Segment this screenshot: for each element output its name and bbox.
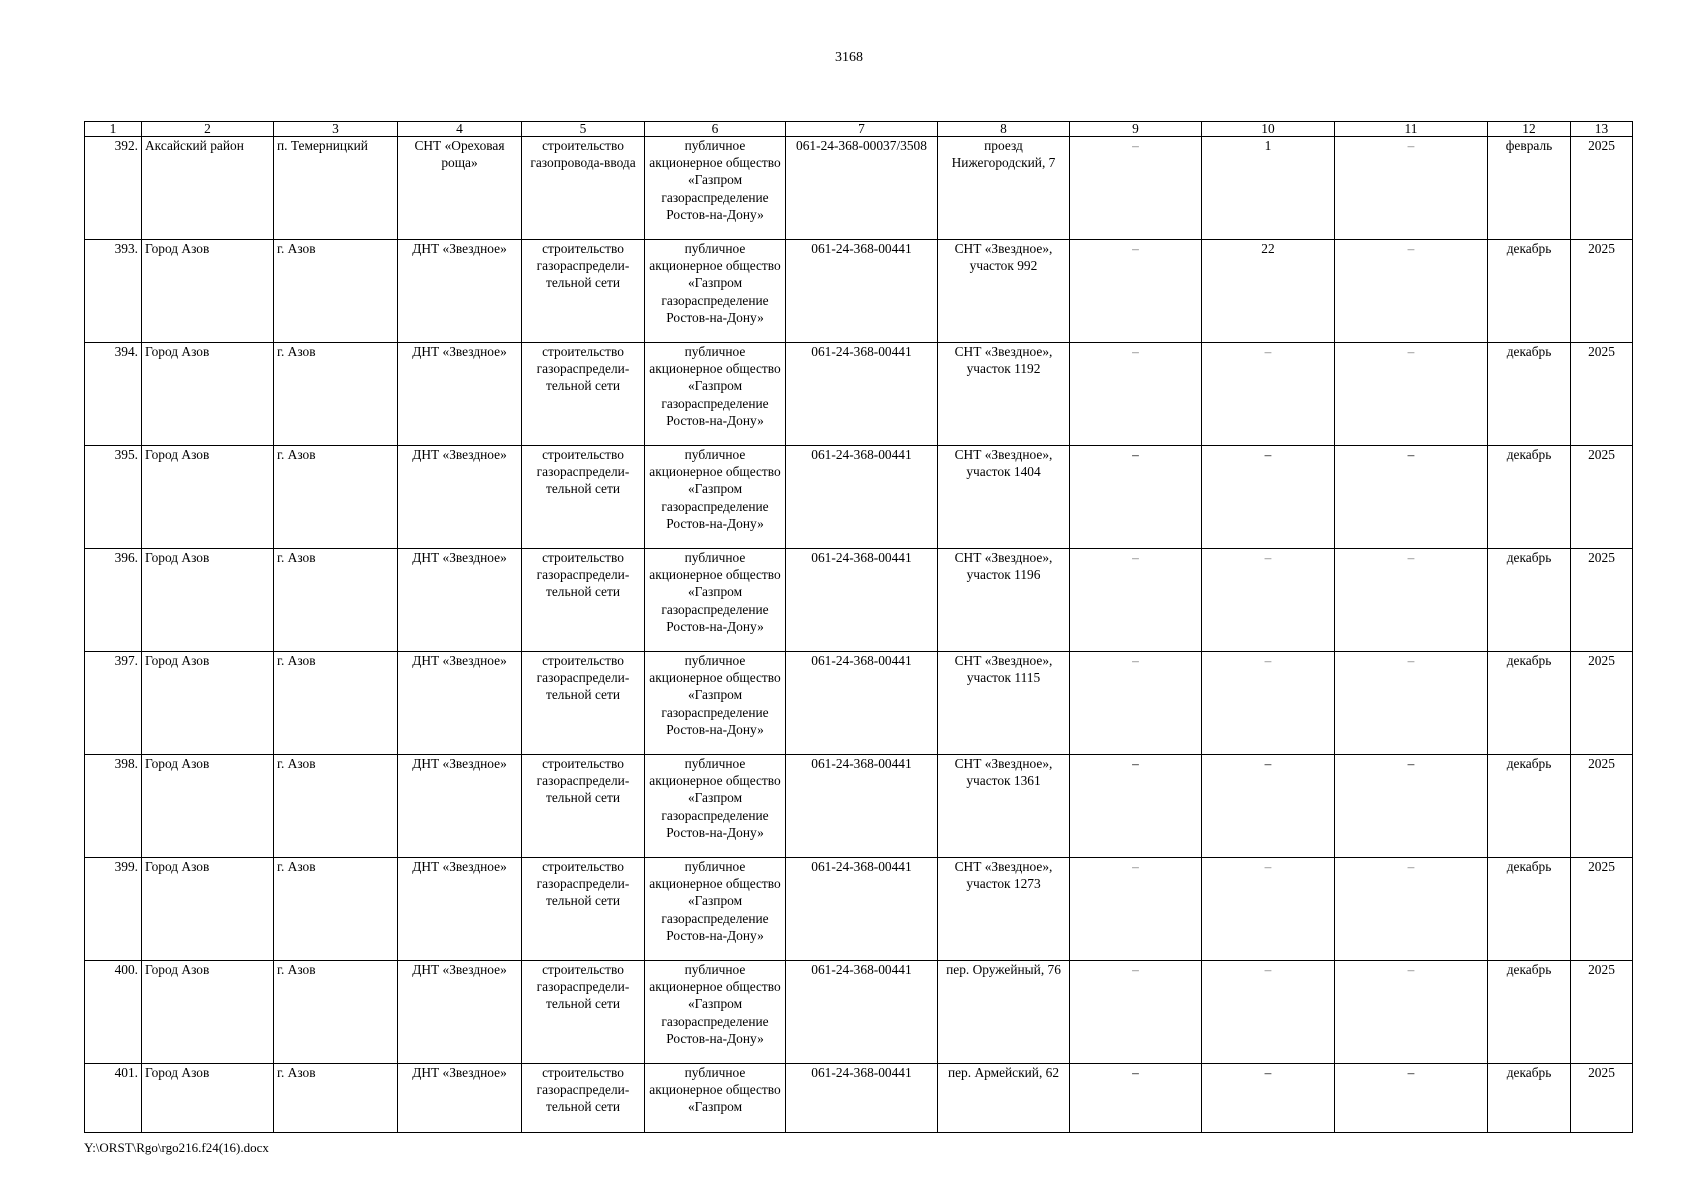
- column-9-cell: –: [1070, 240, 1202, 343]
- column-header: 5: [522, 122, 645, 137]
- object-cell: ДНТ «Звездное»: [398, 240, 522, 343]
- address-cell: СНТ «Звездное», участок 1115: [938, 652, 1070, 755]
- year-cell: 2025: [1571, 755, 1633, 858]
- row-number: 398.: [85, 755, 142, 858]
- district-cell: Город Азов: [142, 446, 274, 549]
- year-cell: 2025: [1571, 343, 1633, 446]
- column-header: 13: [1571, 122, 1633, 137]
- object-cell: ДНТ «Звездное»: [398, 961, 522, 1064]
- table-row: [85, 961, 1633, 1064]
- column-9-cell: –: [1070, 652, 1202, 755]
- column-9-cell: –: [1070, 1064, 1202, 1133]
- month-cell: декабрь: [1488, 343, 1571, 446]
- address-cell: СНТ «Звездное», участок 1404: [938, 446, 1070, 549]
- locality-cell: п. Темерницкий: [274, 137, 398, 240]
- organization-cell: публичное акционерное общество «Газпром: [645, 1064, 786, 1133]
- year-cell: 2025: [1571, 652, 1633, 755]
- month-cell: декабрь: [1488, 1064, 1571, 1133]
- code-cell: 061-24-368-00441: [786, 240, 938, 343]
- table-row: [85, 446, 1633, 549]
- row-number: 395.: [85, 446, 142, 549]
- district-cell: Город Азов: [142, 343, 274, 446]
- year-cell: 2025: [1571, 961, 1633, 1064]
- work-type-cell: строительство газораспределительной сети: [522, 549, 645, 652]
- object-cell: ДНТ «Звездное»: [398, 1064, 522, 1133]
- work-type-cell: строительство газораспределительной сети: [522, 1064, 645, 1133]
- locality-cell: г. Азов: [274, 755, 398, 858]
- column-9-cell: –: [1070, 343, 1202, 446]
- object-cell: ДНТ «Звездное»: [398, 755, 522, 858]
- code-cell: 061-24-368-00441: [786, 343, 938, 446]
- column-9-cell: –: [1070, 755, 1202, 858]
- row-number: 401.: [85, 1064, 142, 1133]
- column-header: 3: [274, 122, 398, 137]
- table-row: [85, 1064, 1633, 1133]
- object-cell: ДНТ «Звездное»: [398, 549, 522, 652]
- table-row: [85, 549, 1633, 652]
- organization-cell: публичное акционерное общество «Газпром газораспределение Ростов-на-Дону»: [645, 858, 786, 961]
- column-10-cell: 22: [1202, 240, 1335, 343]
- column-10-cell: 1: [1202, 137, 1335, 240]
- object-cell: СНТ «Ореховая роща»: [398, 137, 522, 240]
- address-cell: проезд Нижегородский, 7: [938, 137, 1070, 240]
- column-10-cell: –: [1202, 961, 1335, 1064]
- column-9-cell: –: [1070, 961, 1202, 1064]
- row-number: 396.: [85, 549, 142, 652]
- locality-cell: г. Азов: [274, 1064, 398, 1133]
- registry-table: [84, 121, 1633, 1133]
- column-11-cell: –: [1335, 961, 1488, 1064]
- month-cell: декабрь: [1488, 549, 1571, 652]
- object-cell: ДНТ «Звездное»: [398, 652, 522, 755]
- organization-cell: публичное акционерное общество «Газпром газораспределение Ростов-на-Дону»: [645, 137, 786, 240]
- month-cell: декабрь: [1488, 446, 1571, 549]
- column-10-cell: –: [1202, 652, 1335, 755]
- locality-cell: г. Азов: [274, 549, 398, 652]
- row-number: 393.: [85, 240, 142, 343]
- column-header: 12: [1488, 122, 1571, 137]
- month-cell: декабрь: [1488, 755, 1571, 858]
- column-9-cell: –: [1070, 137, 1202, 240]
- month-cell: декабрь: [1488, 858, 1571, 961]
- organization-cell: публичное акционерное общество «Газпром газораспределение Ростов-на-Дону»: [645, 652, 786, 755]
- work-type-cell: строительство газораспределительной сети: [522, 755, 645, 858]
- year-cell: 2025: [1571, 1064, 1633, 1133]
- code-cell: 061-24-368-00441: [786, 446, 938, 549]
- table-row: [85, 755, 1633, 858]
- code-cell: 061-24-368-00441: [786, 652, 938, 755]
- column-11-cell: –: [1335, 858, 1488, 961]
- organization-cell: публичное акционерное общество «Газпром газораспределение Ростов-на-Дону»: [645, 755, 786, 858]
- column-9-cell: –: [1070, 549, 1202, 652]
- work-type-cell: строительство газораспределительной сети: [522, 446, 645, 549]
- work-type-cell: строительство газораспределительной сети: [522, 343, 645, 446]
- locality-cell: г. Азов: [274, 961, 398, 1064]
- address-cell: СНТ «Звездное», участок 1192: [938, 343, 1070, 446]
- organization-cell: публичное акционерное общество «Газпром газораспределение Ростов-на-Дону»: [645, 446, 786, 549]
- locality-cell: г. Азов: [274, 652, 398, 755]
- column-header: 1: [85, 122, 142, 137]
- code-cell: 061-24-368-00441: [786, 961, 938, 1064]
- document-file-path: Y:\ORST\Rgo\rgo216.f24(16).docx: [84, 1140, 269, 1155]
- work-type-cell: строительство газораспределительной сети: [522, 240, 645, 343]
- row-number: 400.: [85, 961, 142, 1064]
- column-header: 7: [786, 122, 938, 137]
- month-cell: февраль: [1488, 137, 1571, 240]
- column-10-cell: –: [1202, 1064, 1335, 1133]
- work-type-cell: строительство газораспределительной сети: [522, 858, 645, 961]
- organization-cell: публичное акционерное общество «Газпром газораспределение Ростов-на-Дону»: [645, 961, 786, 1064]
- column-11-cell: –: [1335, 549, 1488, 652]
- month-cell: декабрь: [1488, 961, 1571, 1064]
- year-cell: 2025: [1571, 549, 1633, 652]
- object-cell: ДНТ «Звездное»: [398, 858, 522, 961]
- locality-cell: г. Азов: [274, 858, 398, 961]
- address-cell: СНТ «Звездное», участок 1273: [938, 858, 1070, 961]
- year-cell: 2025: [1571, 240, 1633, 343]
- organization-cell: публичное акционерное общество «Газпром газораспределение Ростов-на-Дону»: [645, 549, 786, 652]
- column-9-cell: –: [1070, 858, 1202, 961]
- work-type-cell: строительство газораспределительной сети: [522, 652, 645, 755]
- table-row: [85, 858, 1633, 961]
- row-number: 394.: [85, 343, 142, 446]
- work-type-cell: строительство газопровода-ввода: [522, 137, 645, 240]
- column-header: 8: [938, 122, 1070, 137]
- district-cell: Город Азов: [142, 549, 274, 652]
- table-row: [85, 137, 1633, 240]
- year-cell: 2025: [1571, 858, 1633, 961]
- column-10-cell: –: [1202, 343, 1335, 446]
- year-cell: 2025: [1571, 137, 1633, 240]
- column-11-cell: –: [1335, 240, 1488, 343]
- registry-table-container: [84, 121, 1632, 1133]
- page-number: 3168: [835, 50, 863, 65]
- organization-cell: публичное акционерное общество «Газпром газораспределение Ростов-на-Дону»: [645, 343, 786, 446]
- address-cell: СНТ «Звездное», участок 1196: [938, 549, 1070, 652]
- table-row: [85, 240, 1633, 343]
- code-cell: 061-24-368-00441: [786, 755, 938, 858]
- column-11-cell: –: [1335, 1064, 1488, 1133]
- column-header: 2: [142, 122, 274, 137]
- organization-cell: публичное акционерное общество «Газпром газораспределение Ростов-на-Дону»: [645, 240, 786, 343]
- column-11-cell: –: [1335, 343, 1488, 446]
- code-cell: 061-24-368-00441: [786, 858, 938, 961]
- district-cell: Город Азов: [142, 961, 274, 1064]
- district-cell: Аксайский район: [142, 137, 274, 240]
- district-cell: Город Азов: [142, 652, 274, 755]
- column-10-cell: –: [1202, 858, 1335, 961]
- row-number: 392.: [85, 137, 142, 240]
- month-cell: декабрь: [1488, 240, 1571, 343]
- column-header: 11: [1335, 122, 1488, 137]
- work-type-cell: строительство газораспределительной сети: [522, 961, 645, 1064]
- address-cell: пер. Оружейный, 76: [938, 961, 1070, 1064]
- table-row: [85, 652, 1633, 755]
- code-cell: 061-24-368-00037/3508: [786, 137, 938, 240]
- locality-cell: г. Азов: [274, 343, 398, 446]
- object-cell: ДНТ «Звездное»: [398, 343, 522, 446]
- code-cell: 061-24-368-00441: [786, 1064, 938, 1133]
- row-number: 397.: [85, 652, 142, 755]
- district-cell: Город Азов: [142, 1064, 274, 1133]
- address-cell: СНТ «Звездное», участок 992: [938, 240, 1070, 343]
- column-10-cell: –: [1202, 549, 1335, 652]
- month-cell: декабрь: [1488, 652, 1571, 755]
- district-cell: Город Азов: [142, 858, 274, 961]
- column-header: 4: [398, 122, 522, 137]
- column-11-cell: –: [1335, 755, 1488, 858]
- column-10-cell: –: [1202, 446, 1335, 549]
- table-row: [85, 343, 1633, 446]
- column-11-cell: –: [1335, 446, 1488, 549]
- column-header: 6: [645, 122, 786, 137]
- column-header: 10: [1202, 122, 1335, 137]
- code-cell: 061-24-368-00441: [786, 549, 938, 652]
- district-cell: Город Азов: [142, 240, 274, 343]
- column-10-cell: –: [1202, 755, 1335, 858]
- column-11-cell: –: [1335, 652, 1488, 755]
- column-11-cell: –: [1335, 137, 1488, 240]
- column-header: 9: [1070, 122, 1202, 137]
- locality-cell: г. Азов: [274, 240, 398, 343]
- year-cell: 2025: [1571, 446, 1633, 549]
- locality-cell: г. Азов: [274, 446, 398, 549]
- row-number: 399.: [85, 858, 142, 961]
- address-cell: пер. Армейский, 62: [938, 1064, 1070, 1133]
- address-cell: СНТ «Звездное», участок 1361: [938, 755, 1070, 858]
- column-9-cell: –: [1070, 446, 1202, 549]
- column-number-row: [85, 122, 1633, 137]
- object-cell: ДНТ «Звездное»: [398, 446, 522, 549]
- district-cell: Город Азов: [142, 755, 274, 858]
